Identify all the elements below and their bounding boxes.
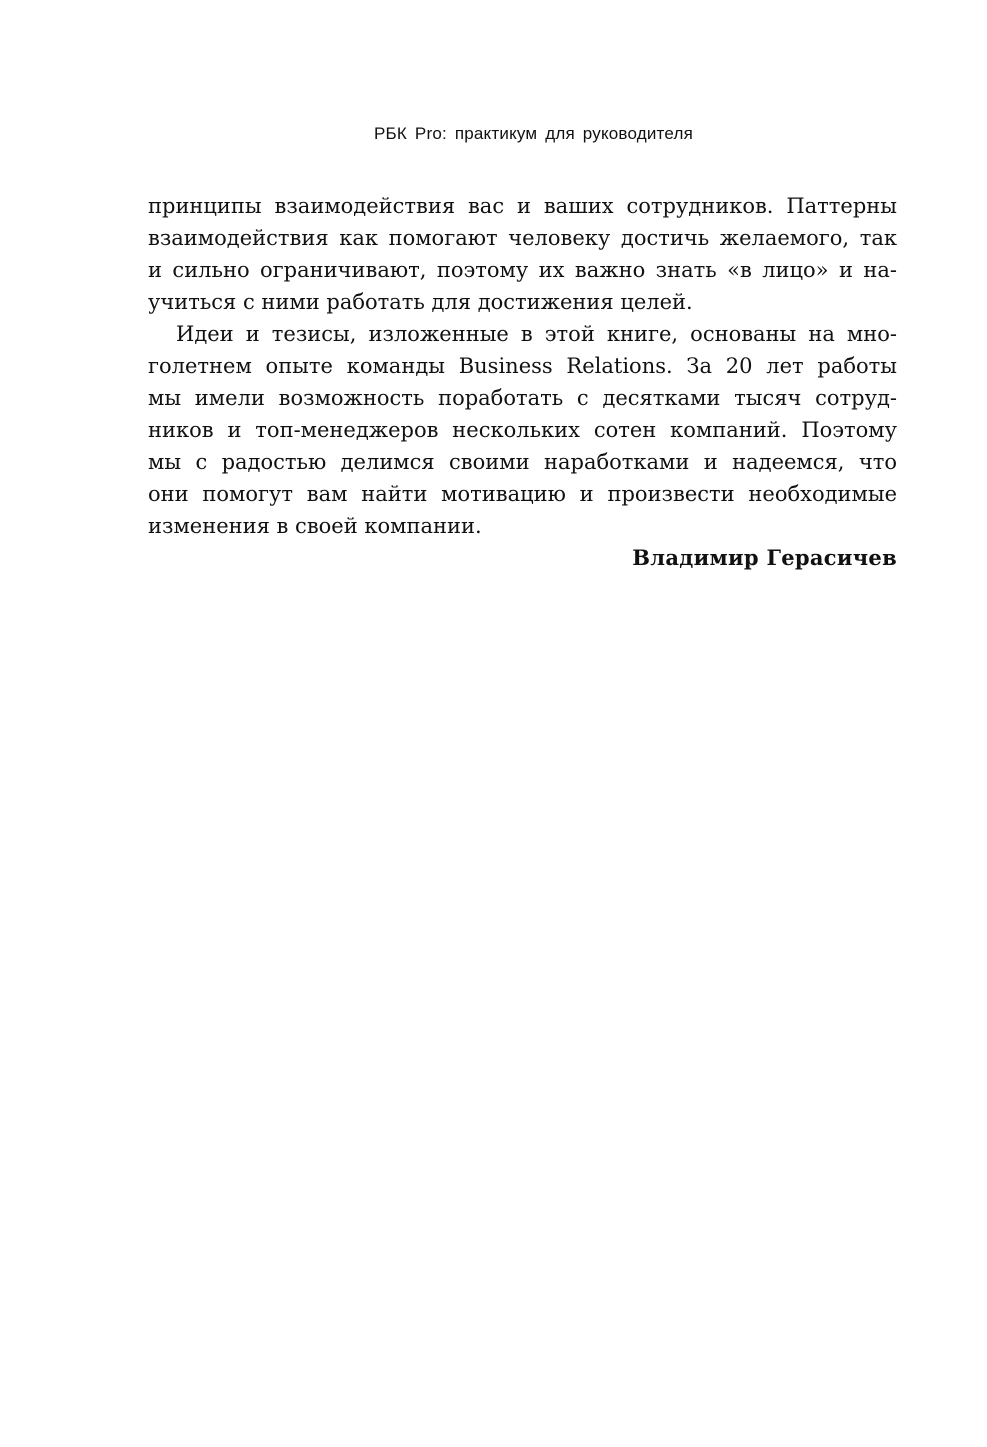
- text-line: принципы взаимодействия вас и ваших сотрудников. Паттерны: [148, 194, 897, 218]
- text-line: и сильно ограничивают, поэтому их важно знать «в лицо» и на-: [148, 258, 897, 282]
- text-line: взаимодействия как помогают человеку достичь желаемого, так: [148, 226, 897, 250]
- text-line: Идеи и тезисы, изложенные в этой книге, основаны на мно-: [176, 322, 897, 346]
- running-header: РБК Pro: практикум для руководителя: [374, 124, 693, 143]
- text-line: изменения в своей компании.: [148, 514, 482, 538]
- paragraph-1: [148, 190, 897, 318]
- text-line: голетнем опыте команды Business Relations. За 20 лет работы: [148, 354, 897, 378]
- author-signature: Владимир Герасичев: [632, 545, 897, 570]
- text-line: учиться с ними работать для достижения целей.: [148, 290, 693, 314]
- paragraph-2: [148, 318, 897, 542]
- body-text: [148, 190, 897, 574]
- text-line: ников и топ-менеджеров нескольких сотен компаний. Поэтому: [148, 418, 897, 442]
- text-line: мы имели возможность поработать с десятками тысяч сотруд-: [148, 386, 897, 410]
- text-line: они помогут вам найти мотивацию и произвести необходимые: [148, 482, 897, 506]
- text-line: мы с радостью делимся своими наработками и надеемся, что: [148, 450, 897, 474]
